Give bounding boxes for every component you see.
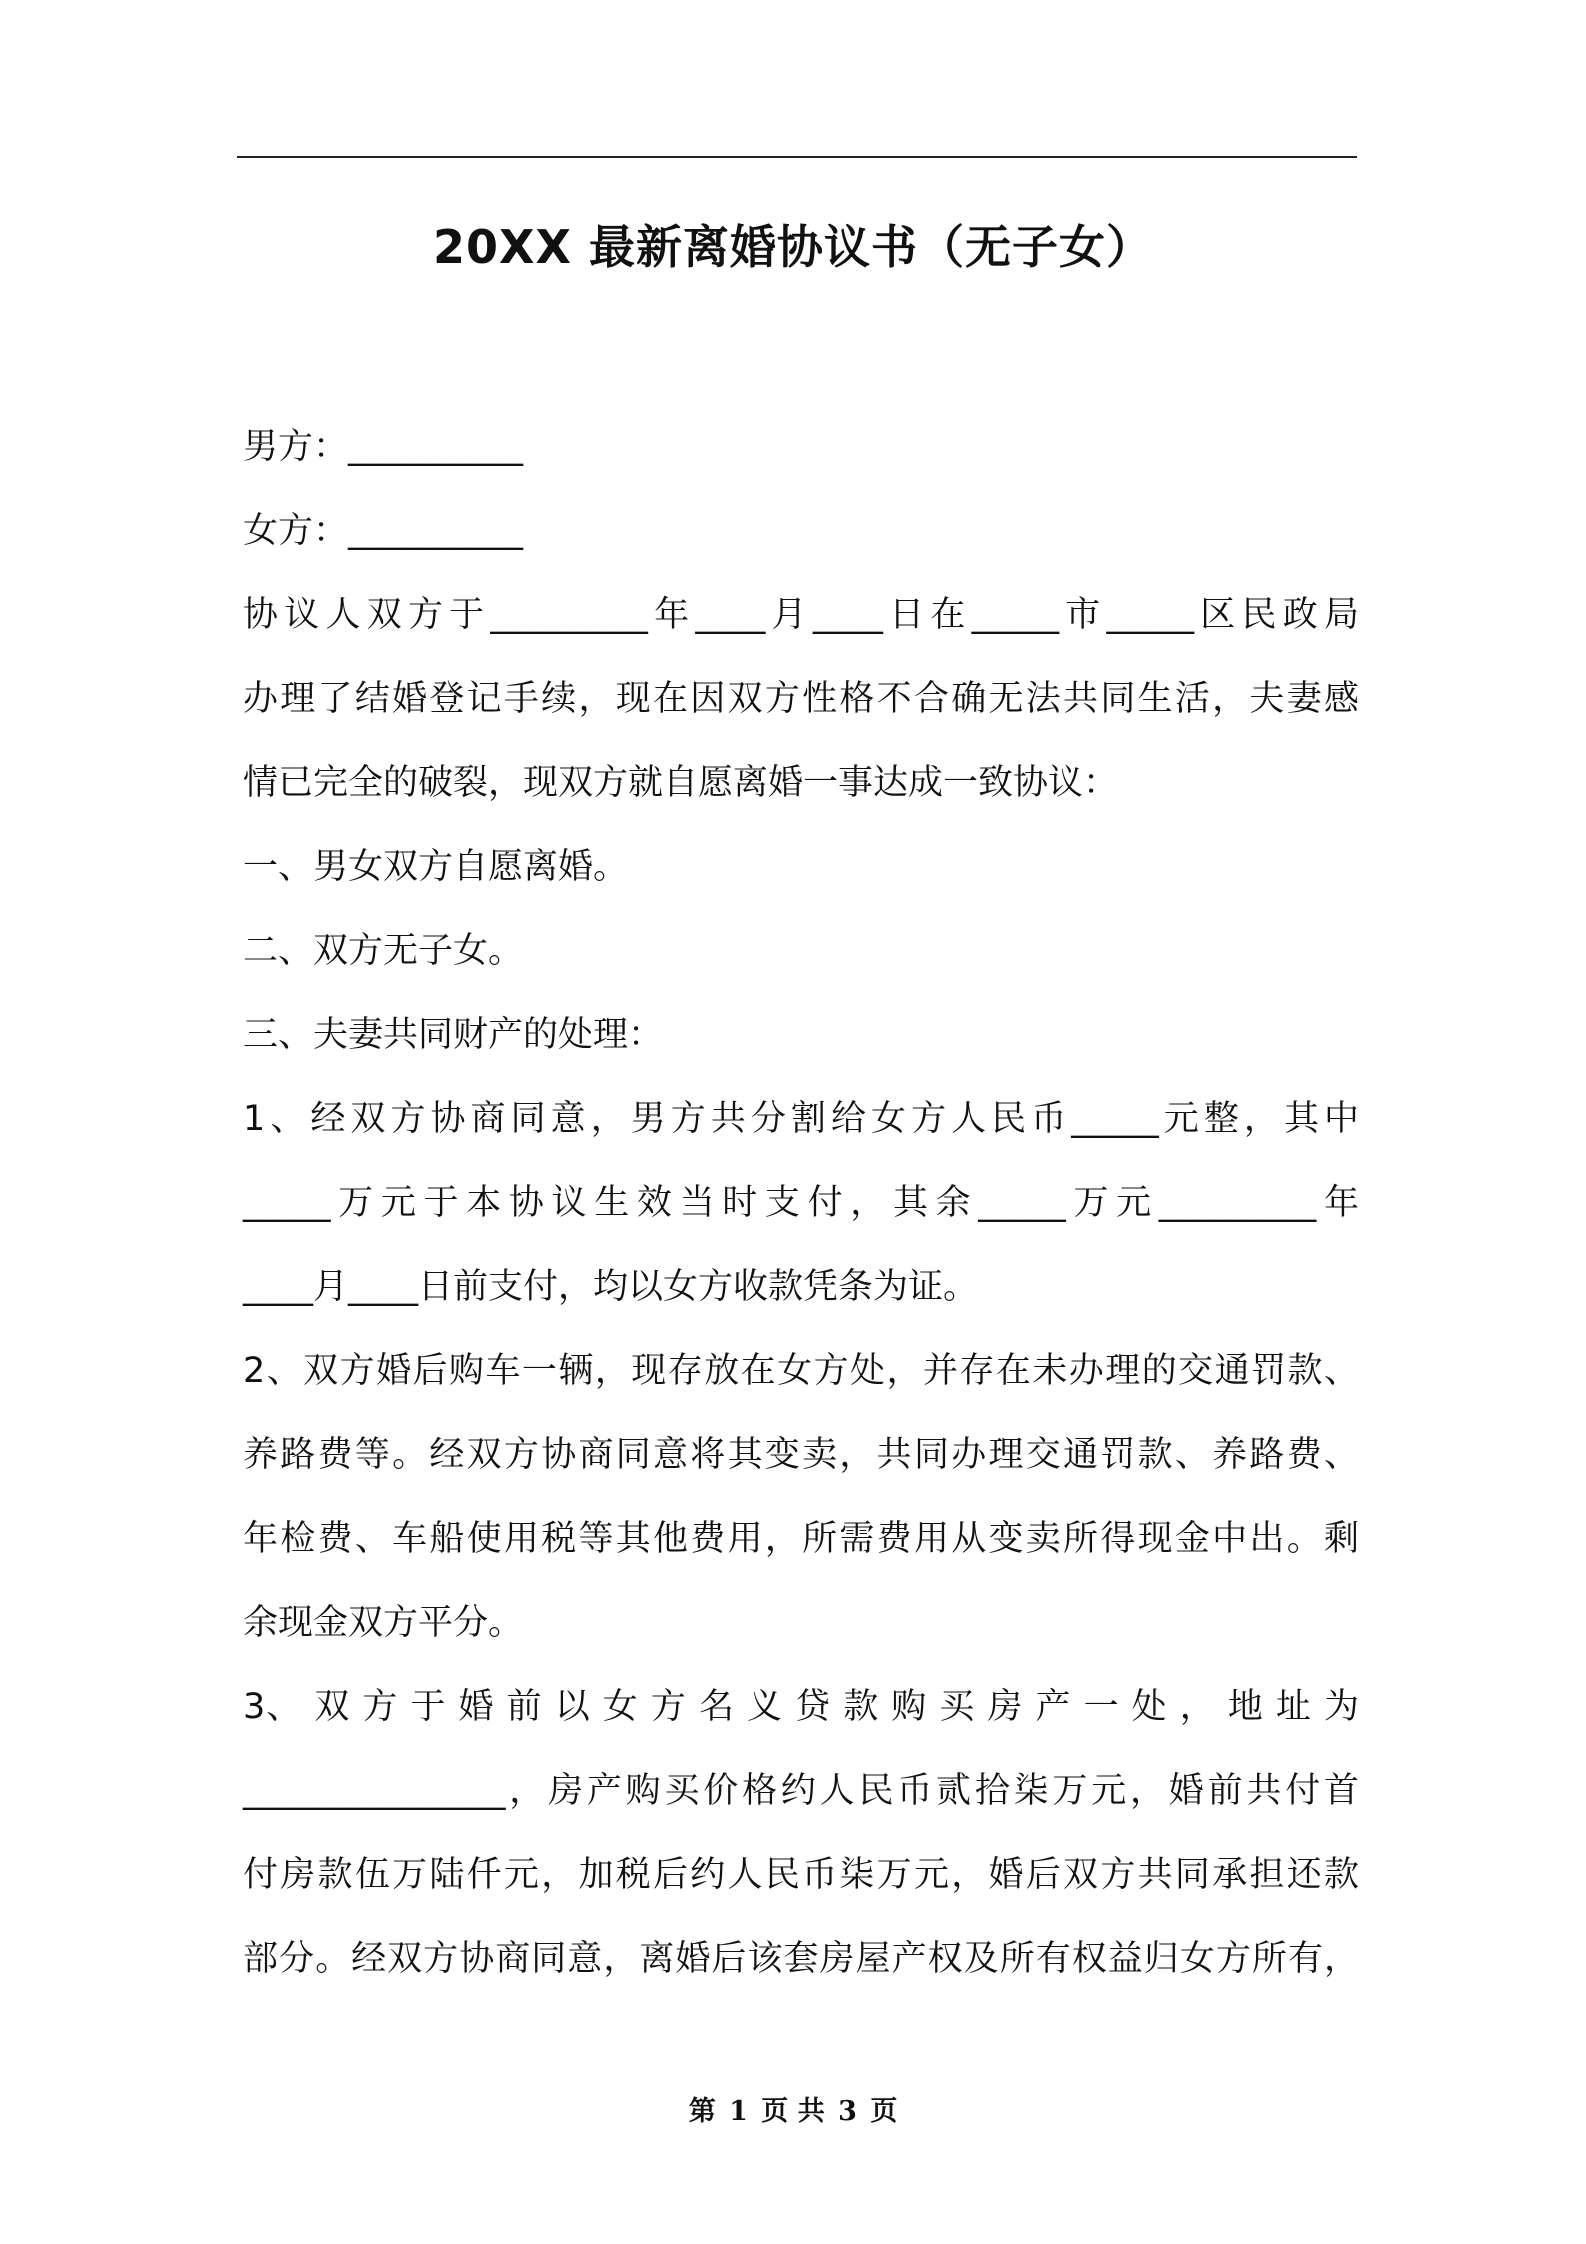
- clause-1: 一、男女双方自愿离婚。: [243, 847, 629, 887]
- header-rule: [237, 156, 1357, 158]
- item-2-line: 余现金双方平分。: [243, 1603, 524, 1643]
- item-2-line: 2、双方婚后购车一辆，现存放在女方处，并存在未办理的交通罚款、: [243, 1351, 1359, 1391]
- body-line: 办理了结婚登记手续，现在因双方性格不合确无法共同生活，夫妻感: [243, 679, 1359, 719]
- body-line: 协议人双方于_________年____月____日在_____市_____区民政局: [243, 595, 1359, 635]
- document-title: 20XX 最新离婚协议书（无子女）: [433, 220, 1153, 274]
- item-2-line: 养路费等。经双方协商同意将其变卖，共同办理交通罚款、养路费、: [243, 1435, 1359, 1475]
- page-number: [0, 2092, 1586, 2132]
- page-label-mid: 页 共: [761, 2096, 825, 2127]
- male-party-line: 男方：__________: [243, 427, 524, 467]
- item-1-line: _____万元于本协议生效当时支付，其余_____万元_________年: [243, 1183, 1359, 1223]
- page-current: 1: [729, 2096, 748, 2127]
- item-3-line: 付房款伍万陆仟元，加税后约人民币柒万元，婚后双方共同承担还款: [243, 1855, 1359, 1895]
- item-3-line: _______________，房产购买价格约人民币贰拾柒万元，婚前共付首: [243, 1771, 1359, 1811]
- page-label-suffix: 页: [870, 2096, 898, 2127]
- document-body: [243, 405, 1359, 2001]
- page-total: 3: [838, 2096, 857, 2127]
- item-1-line: ____月____日前支付，均以女方收款凭条为证。: [243, 1267, 979, 1307]
- item-1-line: 1、经双方协商同意，男方共分割给女方人民币_____元整，其中: [243, 1099, 1359, 1139]
- clause-3: 三、夫妻共同财产的处理：: [243, 1015, 664, 1055]
- item-3-line: 部分。经双方协商同意，离婚后该套房屋产权及所有权益归女方所有，: [243, 1939, 1359, 1979]
- item-3-line: 3、 双 方 于 婚 前 以 女 方 名 义 贷 款 购 买 房 产 一 处 ， 地 址 为: [243, 1687, 1359, 1727]
- female-party-line: 女方：__________: [243, 511, 524, 551]
- body-line: 情已完全的破裂，现双方就自愿离婚一事达成一致协议：: [243, 763, 1119, 803]
- item-2-line: 年检费、车船使用税等其他费用，所需费用从变卖所得现金中出。剩: [243, 1519, 1359, 1559]
- clause-2: 二、双方无子女。: [243, 931, 524, 971]
- page-label-prefix: 第: [688, 2096, 716, 2127]
